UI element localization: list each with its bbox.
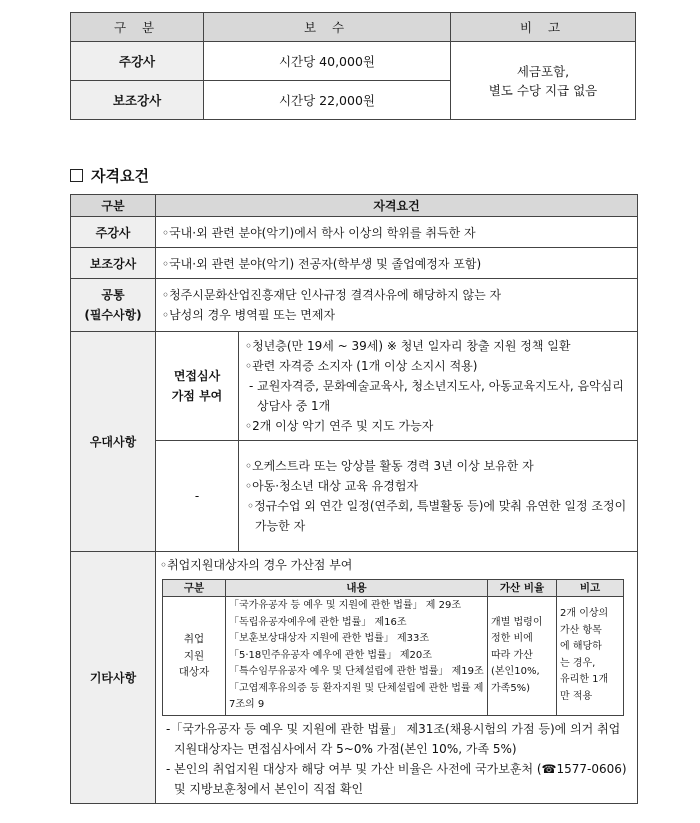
- qual-bonus-subitem: - 교원자격증, 문화예술교육사, 청소년지도사, 아동교육지도사, 음악심리상담사 중 1개: [249, 379, 624, 413]
- inner-law: 「독립유공자예우에 관한 법률」 제16조: [229, 616, 407, 628]
- inner-category: [163, 597, 226, 716]
- pay-table: [70, 12, 636, 120]
- qual-main-label: 주강사: [71, 217, 156, 248]
- pay-row-assist-label: 보조강사: [71, 81, 204, 120]
- inner-ratio-line: 개별 법령이: [491, 616, 543, 628]
- checkbox-square-icon: [70, 169, 83, 182]
- qual-etc-note: -「국가유공자 등 예우 및 지원에 관한 법률」 제31조(채용시험의 가점 등)에 의거 취업지원대상자는 면접심사에서 각 5~0% 가점(본인 10%, 가족 5%): [166, 721, 621, 756]
- inner-law: 「보훈보상대상자 지원에 관한 법률」 제33조: [229, 633, 429, 644]
- inner-note-line: 에 해당하: [560, 641, 602, 653]
- pay-header-note: 비 고: [451, 13, 636, 42]
- qual-etc-label: 기타사항: [71, 552, 156, 804]
- inner-ratio-line: (본인10%,: [491, 666, 540, 677]
- pay-header-type: 구 분: [71, 13, 204, 42]
- inner-note-line: 만 적용: [560, 690, 593, 702]
- section-title: [70, 165, 149, 186]
- inner-note-line: 는 경우,: [560, 657, 596, 669]
- pay-note: [451, 42, 636, 120]
- inner-header-content: 내용: [226, 580, 488, 597]
- qual-etc-intro: ◦취업지원대상자의 경우 가산점 부여: [160, 558, 353, 572]
- qual-header-category: 구분: [71, 195, 156, 217]
- qual-assist-label: 보조강사: [71, 248, 156, 279]
- qual-bonus-item: ◦2개 이상 악기 연주 및 지도 가능자: [245, 419, 434, 433]
- qual-other-preferred-item: ◦아동·청소년 대상 교육 유경험자: [245, 479, 419, 493]
- inner-laws: [226, 597, 488, 716]
- qual-common-line: ◦남성의 경우 병역필 또는 면제자: [162, 308, 336, 322]
- qual-etc-note: - 본인의 취업지원 대상자 해당 여부 및 가산 비율은 사전에 국가보훈처 (☎1577-0606) 및 지방보훈청에서 본인이 직접 확인: [166, 761, 627, 796]
- inner-category-line: 지원: [183, 649, 205, 662]
- qual-bonus-label-line: 면접심사: [173, 369, 221, 383]
- qual-header-requirements: 자격요건: [156, 195, 638, 217]
- qual-other-preferred-items: [239, 441, 638, 552]
- bonus-law-table: [162, 579, 624, 716]
- pay-note-line: 별도 수당 지급 없음: [488, 82, 598, 98]
- inner-law: 「국가유공자 등 예우 및 지원에 관한 법률」 제 29조: [229, 600, 462, 611]
- pay-header-pay: 보 수: [204, 13, 451, 42]
- inner-law: 「5·18민주유공자 예우에 관한 법률」 제20조: [229, 649, 432, 661]
- inner-header-ratio: 가산 비율: [488, 580, 557, 597]
- qual-other-preferred-item: ◦정규수업 외 연간 일정(연주회, 특별활동 등)에 맞춰 유연한 일정 조정이 가능한 자: [247, 499, 627, 533]
- qual-bonus-item: ◦관련 자격증 소지자 (1개 이상 소지시 적용): [245, 359, 478, 373]
- qual-common-label-line: (필수사항): [84, 308, 142, 322]
- inner-ratio-line: 정한 비에: [491, 633, 533, 644]
- pay-row-main-value: 시간당 40,000원: [204, 42, 451, 81]
- inner-ratio-line: 따라 가산: [491, 649, 533, 661]
- qual-bonus-items: [239, 332, 638, 441]
- inner-header-category: 구분: [163, 580, 226, 597]
- inner-category-line: 취업: [183, 633, 205, 645]
- qual-common-label: [71, 279, 156, 332]
- inner-note-line: 가산 항목: [560, 624, 602, 636]
- pay-row-assist-value: 시간당 22,000원: [204, 81, 451, 120]
- qual-assist-text: ◦국내·외 관련 분야(악기) 전공자(학부생 및 졸업예정자 포함): [156, 248, 638, 279]
- qual-common-line: ◦청주시문화산업진흥재단 인사규정 결격사유에 해당하지 않는 자: [162, 288, 502, 302]
- qual-main-text: ◦국내·외 관련 분야(악기)에서 학사 이상의 학위를 취득한 자: [156, 217, 638, 248]
- qualification-table: [70, 194, 638, 804]
- inner-law: 「특수임무유공자 예우 및 단체설립에 관한 법률」 제19조: [229, 666, 484, 677]
- qual-etc-content: [156, 552, 638, 804]
- section-title-text: 자격요건: [91, 167, 149, 185]
- pay-note-line: 세금포함,: [516, 63, 570, 79]
- qual-bonus-label-line: 가점 부여: [171, 389, 223, 403]
- inner-ratio-line: 가족5%): [491, 682, 531, 694]
- qual-bonus-item: ◦청년층(만 19세 ~ 39세) ※ 청년 일자리 창출 지원 정책 일환: [245, 339, 571, 353]
- qual-bonus-label: [156, 332, 239, 441]
- qual-common-text: [156, 279, 638, 332]
- qual-other-preferred-label: -: [156, 441, 239, 552]
- qual-other-preferred-item: ◦오케스트라 또는 앙상블 활동 경력 3년 이상 보유한 자: [245, 459, 534, 473]
- inner-category-line: 대상자: [178, 666, 210, 678]
- inner-law: 「고엽제후유의증 등 환자지원 및 단체설립에 관한 법률 제7조의 9: [229, 682, 484, 710]
- pay-row-main-label: 주강사: [71, 42, 204, 81]
- inner-note-line: 2개 이상의: [560, 608, 609, 620]
- inner-note: [557, 597, 624, 716]
- inner-note-line: 유리한 1개: [560, 674, 609, 686]
- inner-ratio: [488, 597, 557, 716]
- qual-common-label-line: 공통: [101, 288, 125, 302]
- inner-header-note: 비고: [557, 580, 624, 597]
- qual-preferred-label: 우대사항: [71, 332, 156, 552]
